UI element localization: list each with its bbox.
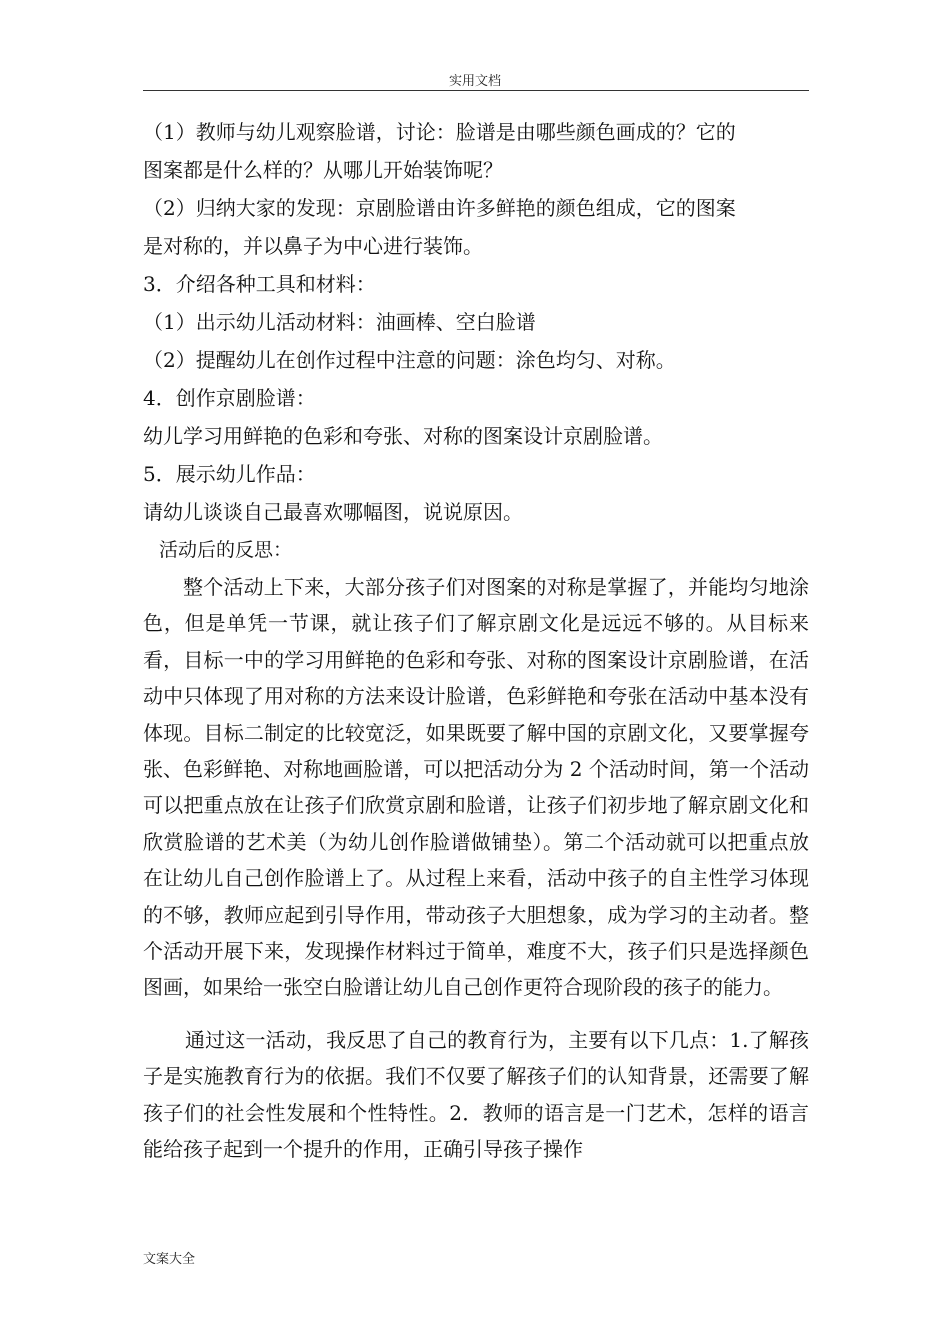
document-body: [143, 113, 809, 1168]
text-line: 幼儿学习用鲜艳的色彩和夸张、对称的图案设计京剧脸谱。: [143, 424, 663, 448]
text-line: （1）出示幼儿活动材料：油画棒、空白脸谱: [143, 310, 536, 334]
page-header: 实用文档: [448, 74, 501, 89]
text-line: 4．创作京剧脸谱：: [143, 386, 316, 410]
reflection-paragraph-1: 整个活动上下来，大部分孩子们对图案的对称是掌握了，并能均匀地涂色，但是单凭一节课，就让孩子们了解京剧文化是远远不够的。从目标来看，目标一中的学习用鲜艳的色彩和夸张、对称的图案设计京剧脸谱，在活动中只体现了用对称的方法来设计脸谱，色彩鲜艳和夸张在活动中基本没有体现。目标二制定的比较宽泛，如果既要了解中国的京剧文化，又要掌握夸张、色彩鲜艳、对称地画脸谱，可以把活动分为 2 个活动时间，第一个活动可以把重点放在让孩子们欣赏京剧和脸谱，让孩子们初步地了解京剧文化和欣赏脸谱的艺术美（为幼儿创作脸谱做铺垫）。第二个活动就可以把重点放在让幼儿自己创作脸谱上了。从过程上来看，活动中孩子的自主性学习体现的不够，教师应起到引导作用，带动孩子大胆想象，成为学习的主动者。整个活动开展下来，发现操作材料过于简单，难度不大，孩子们只是选择颜色图画，如果给一张空白脸谱让幼儿自己创作更符合现阶段的孩子的能力。: [143, 575, 809, 1000]
text-line: 3．介绍各种工具和材料：: [143, 272, 376, 296]
reflection-paragraph-2: 通过这一活动，我反思了自己的教育行为，主要有以下几点：1.了解孩子是实施教育行为的依据。我们不仅要了解孩子们的认知背景，还需要了解孩子们的社会性发展和个性特性。2．教师的语言是一门艺术，怎样的语言能给孩子起到一个提升的作用，正确引导孩子操作: [143, 1027, 809, 1162]
text-line: 图案都是什么样的？从哪儿开始装饰呢？: [143, 158, 503, 182]
text-line: （2）提醒幼儿在创作过程中注意的问题：涂色均匀、对称。: [143, 348, 676, 372]
text-line: （1）教师与幼儿观察脸谱，讨论：脸谱是由哪些颜色画成的？它的: [143, 120, 736, 144]
text-line: 是对称的，并以鼻子为中心进行装饰。: [143, 234, 483, 258]
text-line: 请幼儿谈谈自己最喜欢哪幅图，说说原因。: [143, 500, 523, 524]
header-rule: [143, 90, 809, 91]
page-footer: 文案大全: [143, 1252, 196, 1267]
text-line: 5．展示幼儿作品：: [143, 462, 316, 486]
section-heading: 活动后的反思：: [159, 539, 293, 561]
text-line: （2）归纳大家的发现：京剧脸谱由许多鲜艳的颜色组成，它的图案: [143, 196, 736, 220]
